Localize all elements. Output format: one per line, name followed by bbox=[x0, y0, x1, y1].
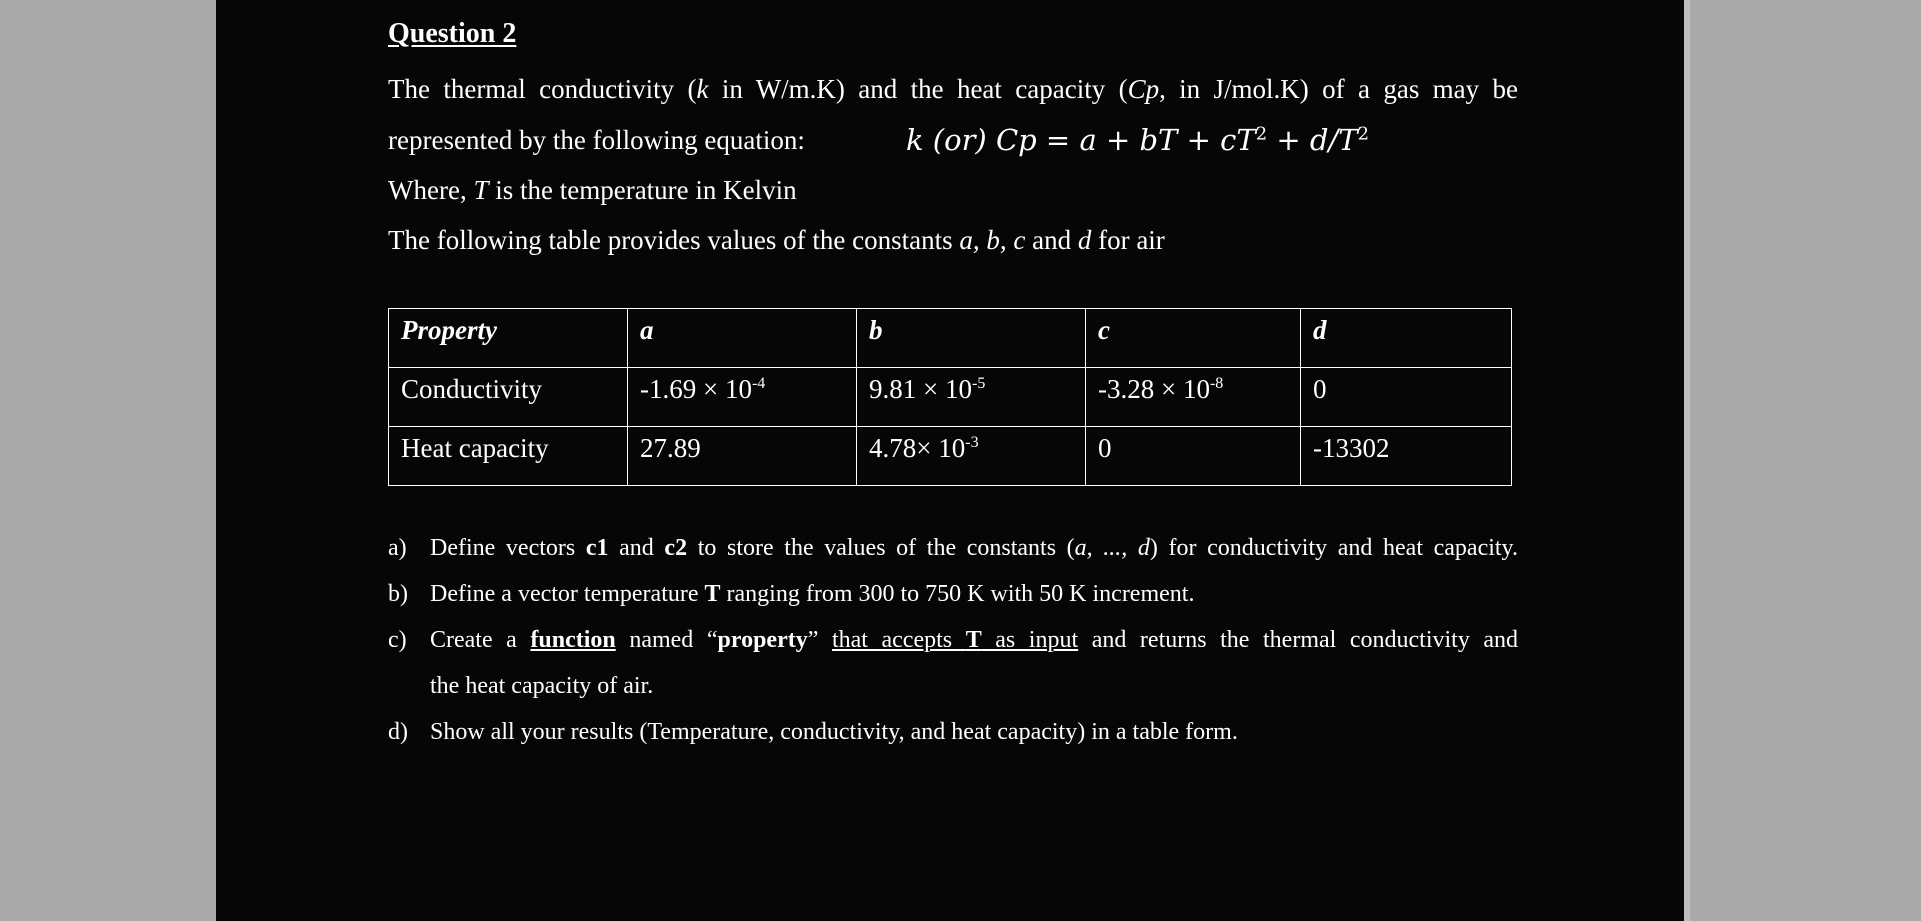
header-c: c bbox=[1086, 309, 1301, 368]
list-item-b: b) Define a vector temperature T ranging from 300 to 750 K with 50 K increment. bbox=[388, 581, 1195, 607]
table-row bbox=[389, 427, 1512, 486]
header-b: b bbox=[857, 309, 1086, 368]
cell-d: -13302 bbox=[1301, 427, 1512, 486]
cell-b: $4.78\times 10^{-3}$ bbox=[857, 427, 1086, 486]
cell-property: Conductivity bbox=[389, 368, 628, 427]
equation: k (or) Cp = a + bT + $cT^2 + d/T^2$ bbox=[906, 123, 1370, 157]
cell-property: Heat capacity bbox=[389, 427, 628, 486]
cell-c: $-3.28 \times 10^{-8}$ bbox=[1086, 368, 1301, 427]
task-list bbox=[388, 530, 1518, 760]
cell-a: 27.89 bbox=[628, 427, 857, 486]
cell-a: $-1.69 \times 10^{-4}$ bbox=[628, 368, 857, 427]
intro-line-2: represented by the following equation: bbox=[388, 125, 805, 155]
table-header-row bbox=[389, 309, 1512, 368]
intro-line-3: Where, T is the temperature in Kelvin bbox=[388, 175, 797, 205]
intro-line-4: The following table provides values of the constants a, b, c and d for air bbox=[388, 225, 1165, 255]
header-a: a bbox=[628, 309, 857, 368]
list-item-c: c) Create a function named “property” that accepts T as input and returns the thermal conductivity and bbox=[388, 627, 1519, 653]
header-d: d bbox=[1301, 309, 1512, 368]
question-title: Question 2 bbox=[388, 18, 517, 49]
list-item-a: a) Define vectors c1 and c2 to store the values of the constants (a, ..., d) for conductivity and heat capacity. bbox=[388, 535, 1518, 561]
cell-c: 0 bbox=[1086, 427, 1301, 486]
header-property: Property bbox=[389, 309, 628, 368]
page-edge-shadow bbox=[1684, 0, 1690, 921]
constants-table bbox=[388, 308, 1512, 486]
intro-line-1: The thermal conductivity (k in W/m.K) and the heat capacity (Cp, in J/mol.K) of a gas may be bbox=[388, 74, 1519, 104]
cell-b: $9.81 \times 10^{-5}$ bbox=[857, 368, 1086, 427]
list-item-d: d) Show all your results (Temperature, conductivity, and heat capacity) in a table form. bbox=[388, 719, 1238, 745]
document-page bbox=[216, 0, 1684, 921]
list-item-c-continued: the heat capacity of air. bbox=[430, 673, 654, 699]
table-row bbox=[389, 368, 1512, 427]
cell-d: 0 bbox=[1301, 368, 1512, 427]
